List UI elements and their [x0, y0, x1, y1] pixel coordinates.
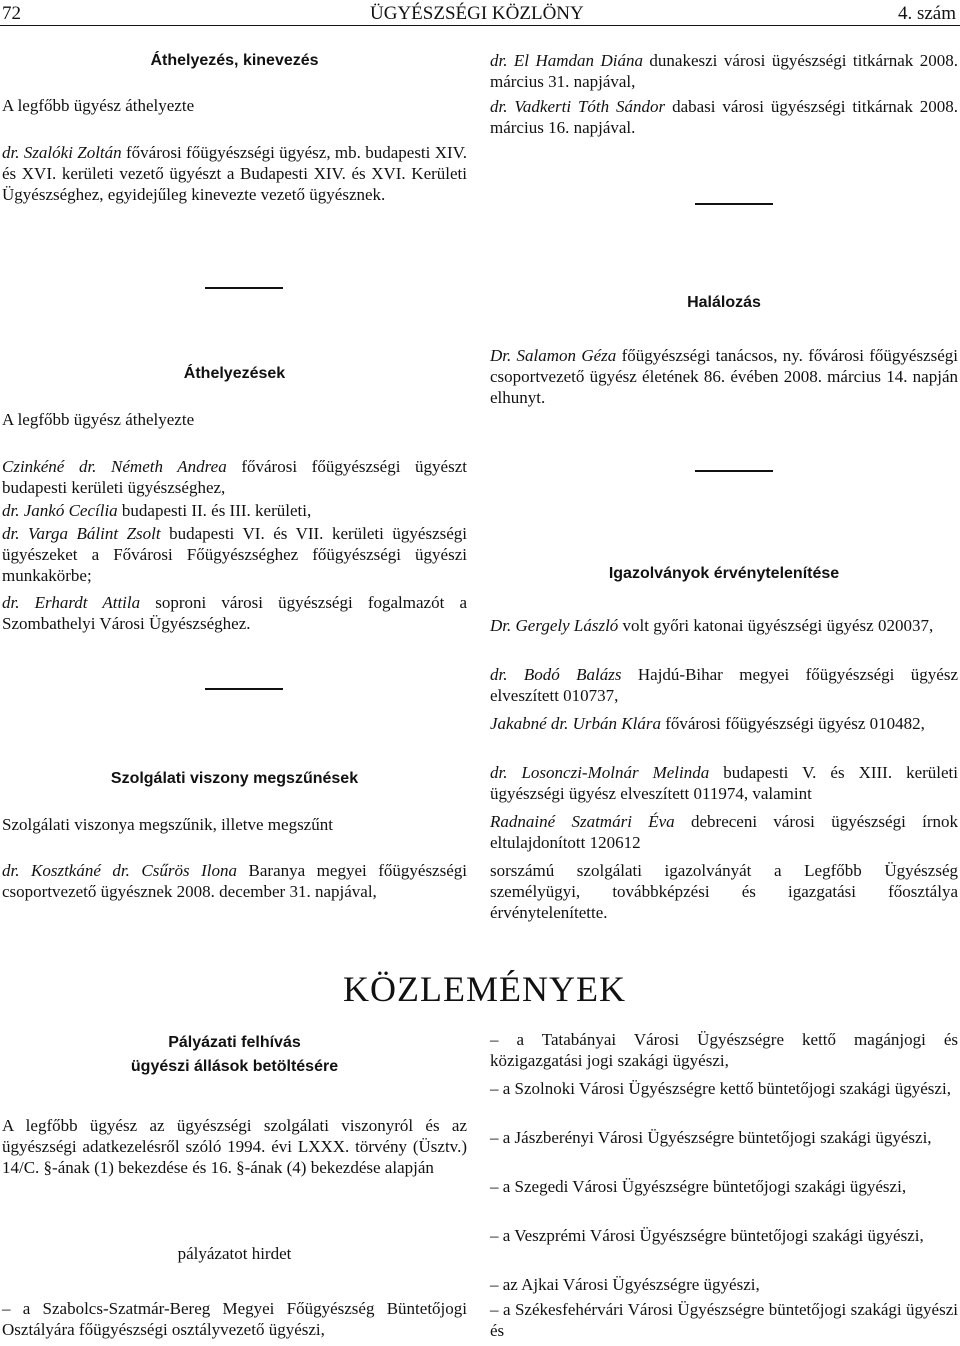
person-name: Radnainé Szatmári Éva [490, 812, 675, 831]
list-item: – a Jászberényi Városi Ügyészségre büntetőjogi szakági ügyészi, [490, 1128, 932, 1147]
running-header [0, 0, 960, 26]
header-rule [0, 25, 960, 26]
paragraph-varga: dr. Varga Bálint Zsolt budapesti VI. és VII. kerületi ügyészségi ügyészeket a Fővárosi Főügyészséghez főügyészségi ügyészi munkakörbe; [2, 524, 467, 585]
person-name: dr. Szalóki Zoltán [2, 143, 122, 162]
palyazat-hirdet: pályázatot hirdet [177, 1244, 292, 1263]
paragraph-el-hamdan: dr. El Hamdan Diána dunakeszi városi ügyészségi titkárnak 2008. március 31. napjával, [490, 51, 958, 91]
person-name: Dr. Gergely László [490, 616, 619, 635]
divider [695, 470, 773, 472]
list-item: – a Szegedi Városi Ügyészségre büntetőjogi szakági ügyészi, [490, 1177, 907, 1196]
palyazat-intro: A legfőbb ügyész az ügyészségi szolgálati viszonyról és az ügyészségi adatkezelésről szóló 1994. évi LXXX. törvény (Üsztv.) 14/C. §-ának (1) bekezdése és 16. §-ának (4) bekezdése alapján [2, 1116, 467, 1177]
palyazat-title-1: Pályázati felhívás [168, 1034, 301, 1051]
person-name: dr. Losonczi-Molnár Melinda [490, 763, 710, 782]
section-title-halalozas: Halálozás [687, 294, 761, 311]
journal-title: ÜGYÉSZSÉGI KÖZLÖNY [370, 3, 584, 24]
paragraph-radnaine: Radnainé Szatmári Éva debreceni városi ügyészségi írnok eltulajdonított 120612 [490, 812, 958, 852]
section-intro: A legfőbb ügyész áthelyezte [2, 96, 195, 115]
palyazat-title-2: ügyészi állások betöltésére [130, 1058, 339, 1075]
paragraph-gergely: Dr. Gergely László volt győri katonai ügyészségi ügyész 020037, [490, 616, 934, 635]
list-item: – a Székesfehérvári Városi Ügyészségre büntetőjogi szakági ügyészi és [490, 1300, 958, 1340]
paragraph-jakabne: Jakabné dr. Urbán Klára fővárosi főügyészségi ügyész 010482, [490, 714, 925, 733]
person-name: Czinkéné dr. Németh Andrea [2, 457, 227, 476]
paragraph-losonczi: dr. Losonczi-Molnár Melinda budapesti V. és XIII. kerületi ügyészségi ügyész elveszített 011974, valamint [490, 763, 959, 803]
paragraph-igazolvany-end: sorszámú szolgálati igazolványát a Legfőbb Ügyészség személyügyi, továbbképzési és igazgatási főosztálya érvénytelenítette. [490, 861, 958, 922]
list-item: – a Tatabányai Városi Ügyészségre kettő magánjogi és közigazgatási jogi szakági ügyészi, [490, 1030, 958, 1070]
person-name: dr. Erhardt Attila [2, 593, 141, 612]
section-title-igazolvanyok: Igazolványok érvénytelenítése [608, 565, 840, 582]
section-heading-kozlemenyek: KÖZLEMÉNYEK [343, 969, 626, 1009]
list-item: – a Veszprémi Városi Ügyészségre büntetőjogi szakági ügyészi, [490, 1226, 924, 1245]
issue-number: 4. szám [897, 3, 956, 24]
list-item: – az Ajkai Városi Ügyészségre ügyészi, [490, 1275, 760, 1294]
person-name: dr. Vadkerti Tóth Sándor [490, 97, 666, 116]
section-title-szolgalati: Szolgálati viszony megszűnések [110, 770, 359, 787]
person-name: Dr. Salamon Géza [490, 346, 617, 365]
section-intro: Szolgálati viszonya megszűnik, illetve megszűnt [2, 815, 333, 834]
paragraph-janko: dr. Jankó Cecília budapesti II. és III. kerületi, [2, 501, 312, 520]
paragraph-kosztkane: dr. Kosztkáné dr. Csűrös Ilona Baranya megyei főügyészségi csoportvezető ügyésznek 2008. december 31. napjával, [2, 861, 467, 901]
paragraph-bodo: dr. Bodó Balázs Hajdú-Bihar megyei főügyészségi ügyész elveszített 010737, [490, 665, 958, 705]
list-item: – a Szolnoki Városi Ügyészségre kettő büntetőjogi szakági ügyészi, [490, 1079, 951, 1098]
palyazat-item-szabolcs: – a Szabolcs-Szatmár-Bereg Megyei Főügyészség Büntetőjogi Osztályára főügyészségi osztályvezető ügyészi, [2, 1299, 467, 1339]
paragraph-salamon: Dr. Salamon Géza főügyészségi tanácsos, ny. fővárosi főügyészségi csoportvezető ügyész életének 86. évében 2008. március 14. napján elhunyt. [490, 346, 958, 407]
paragraph-erhardt: dr. Erhardt Attila soproni városi ügyészségi fogalmazót a Szombathelyi Városi Ügyészséghez. [2, 593, 467, 633]
person-name: dr. El Hamdan Diána [490, 51, 643, 70]
person-name: dr. Kosztkáné dr. Csűrös Ilona [2, 861, 237, 880]
paragraph-szaloki: dr. Szalóki Zoltán fővárosi főügyészségi ügyész, mb. budapesti XIV. és XVI. kerületi vezető ügyészt a Budapesti XIV. és XVI. Kerületi Ügyészséghez, egyidejűleg kinevezte vezető ügyésznek. [2, 143, 467, 204]
person-name: dr. Bodó Balázs [490, 665, 622, 684]
person-name: dr. Jankó Cecília [2, 501, 118, 520]
divider [205, 688, 283, 690]
person-name: dr. Varga Bálint Zsolt [2, 524, 161, 543]
person-name: Jakabné dr. Urbán Klára [490, 714, 661, 733]
section-title-athelyezesek: Áthelyezések [183, 365, 286, 382]
paragraph-czinkene: Czinkéné dr. Németh Andrea fővárosi főügyészségi ügyészt budapesti kerületi ügyészséghez, [2, 457, 467, 497]
section-intro: A legfőbb ügyész áthelyezte [2, 410, 195, 429]
divider [205, 287, 283, 289]
divider [695, 203, 773, 205]
paragraph-vadkerti: dr. Vadkerti Tóth Sándor dabasi városi ügyészségi titkárnak 2008. március 16. napjával. [490, 97, 958, 137]
page-number: 72 [2, 3, 21, 24]
section-title-athelyezes-kinevezes: Áthelyezés, kinevezés [150, 52, 319, 69]
